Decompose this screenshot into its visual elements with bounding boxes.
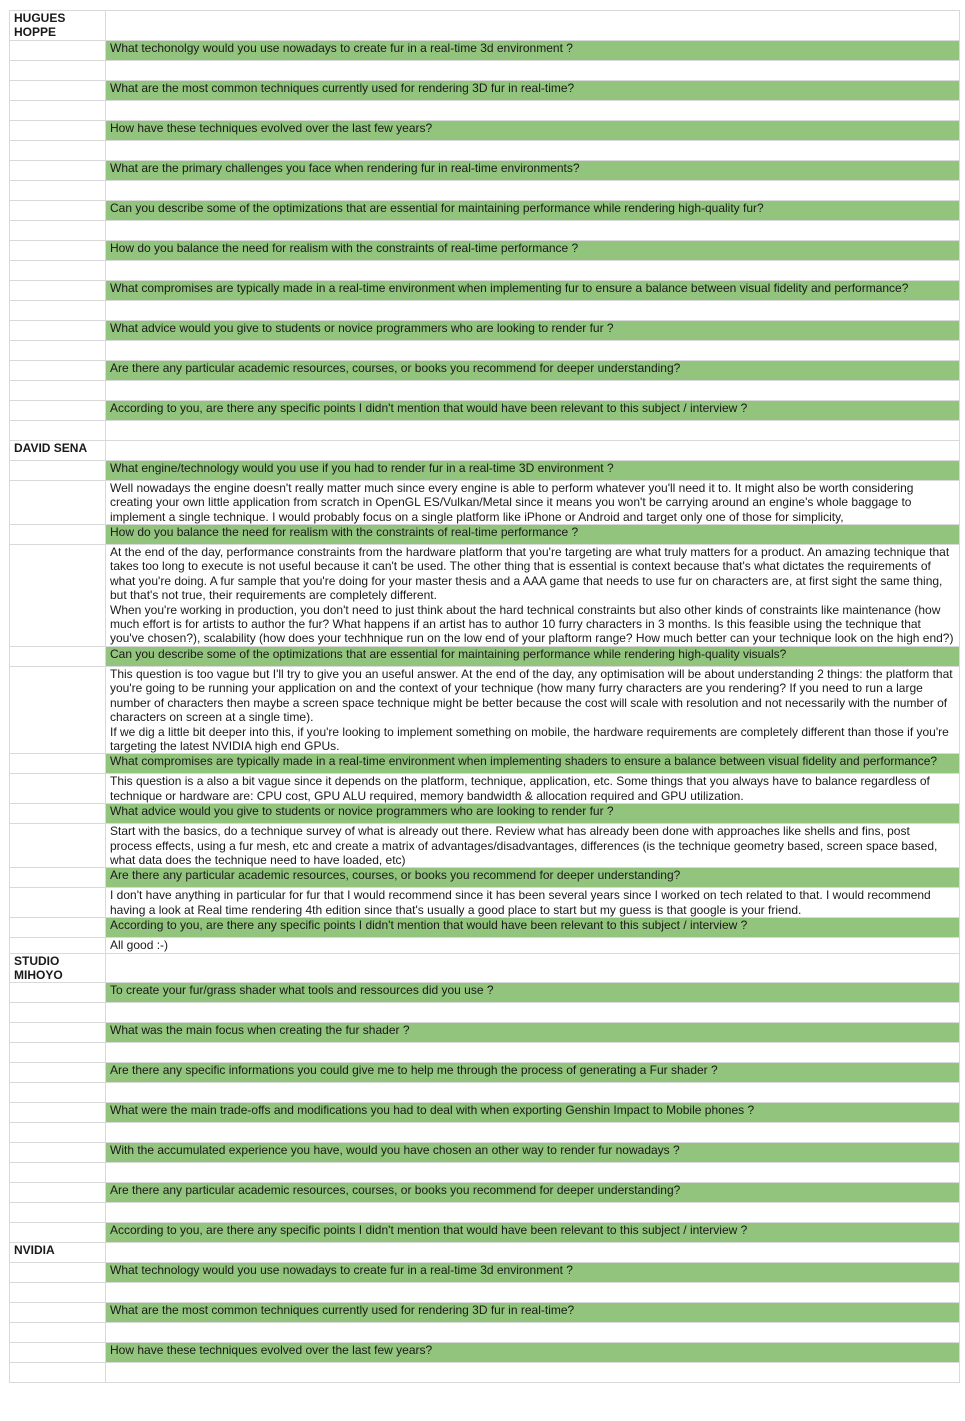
blank-answer-row [10, 1043, 960, 1063]
blank-answer-row [10, 220, 960, 240]
empty-cell[interactable] [10, 220, 106, 240]
answer-row [10, 545, 960, 647]
blank-answer-row [10, 380, 960, 400]
question-cell[interactable]: What techonolgy would you use nowadays to create fur in a real-time 3d environment ? [106, 40, 960, 60]
empty-cell[interactable] [10, 60, 106, 80]
blank-answer-row [10, 1203, 960, 1223]
empty-cell[interactable] [10, 340, 106, 360]
empty-cell[interactable] [106, 440, 960, 460]
question-cell[interactable]: What compromises are typically made in a real-time environment when implementing shaders to ensure a balance between visual fidelity and performance? [106, 754, 960, 774]
empty-cell[interactable] [10, 1023, 106, 1043]
question-row [10, 400, 960, 420]
question-cell[interactable]: According to you, are there any specific points I didn't mention that would have been relevant to this subject / interview ? [106, 1223, 960, 1243]
sheet-body [10, 11, 960, 1383]
blank-answer-cell[interactable] [106, 220, 960, 240]
empty-cell[interactable] [10, 360, 106, 380]
question-row [10, 160, 960, 180]
answer-cell[interactable]: At the end of the day, performance constraints from the hardware platform that you're targeting are what truly matters for a product. An amazing technique that takes too long to execute is not useful because it can't be used. The other thing that is essential is context because that's what dictates the requirements of what you're doing. A fur sample that you're doing for your master thesis and a AAA game that needs to use fur on characters are, at first sight the same thing, but that's not true, their requirements are completely different. When you're working in production, you don't need to just think about the hard technical constraints but also other kinds of constraints like maintenance (how much effort is for artists to author the fur? What happens if an artist has to author 10 furry characters in 3 months. Is this feasible using the technique that you've chosen?), scalability (how does your techhnique run on the low end of your plaftorm range? How much better can your technique look on the high end?) [106, 545, 960, 647]
blank-answer-row [10, 140, 960, 160]
empty-cell[interactable] [10, 804, 106, 824]
blank-answer-cell[interactable] [106, 180, 960, 200]
empty-cell[interactable] [10, 140, 106, 160]
empty-cell[interactable] [10, 200, 106, 220]
blank-answer-cell[interactable] [106, 1043, 960, 1063]
blank-answer-cell[interactable] [106, 1123, 960, 1143]
question-row [10, 918, 960, 938]
blank-answer-row [10, 100, 960, 120]
empty-cell[interactable] [10, 1323, 106, 1343]
question-cell[interactable]: How do you balance the need for realism with the constraints of real-time performance ? [106, 240, 960, 260]
empty-cell[interactable] [10, 1223, 106, 1243]
section-header-row [10, 11, 960, 41]
question-row [10, 754, 960, 774]
question-cell[interactable]: Can you describe some of the optimizations that are essential for maintaining performance while rendering high-quality visuals? [106, 646, 960, 666]
question-row [10, 1063, 960, 1083]
question-cell[interactable]: How have these techniques evolved over the last few years? [106, 120, 960, 140]
empty-cell[interactable] [10, 1103, 106, 1123]
question-row [10, 804, 960, 824]
empty-cell[interactable] [10, 1083, 106, 1103]
empty-cell[interactable] [106, 953, 960, 983]
interviewee-name[interactable]: HUGUES HOPPE [10, 11, 106, 41]
empty-cell[interactable] [10, 646, 106, 666]
empty-cell[interactable] [10, 1063, 106, 1083]
blank-answer-row [10, 420, 960, 440]
empty-cell[interactable] [10, 754, 106, 774]
question-row [10, 320, 960, 340]
answer-cell[interactable]: I don't have anything in particular for fur that I would recommend since it has been several years since I worked on tech related to that. I would recommend having a look at Real time rendering 4th edition since that's usually a good place to start but my guess is that google is your friend. [106, 888, 960, 918]
blank-answer-row [10, 1323, 960, 1343]
empty-cell[interactable] [10, 525, 106, 545]
question-row [10, 40, 960, 60]
blank-answer-row [10, 1283, 960, 1303]
question-row [10, 868, 960, 888]
empty-cell[interactable] [10, 120, 106, 140]
question-cell[interactable]: What advice would you give to students or novice programmers who are looking to render fur ? [106, 320, 960, 340]
empty-cell[interactable] [10, 1303, 106, 1323]
question-row [10, 525, 960, 545]
blank-answer-cell[interactable] [106, 1003, 960, 1023]
blank-answer-cell[interactable] [106, 340, 960, 360]
blank-answer-row [10, 1123, 960, 1143]
question-row [10, 280, 960, 300]
blank-answer-cell[interactable] [106, 380, 960, 400]
answer-cell[interactable]: Well nowadays the engine doesn't really matter much since every engine is able to perform whatever you'll need it to. It might also be worth considering creating your own little application from scratch in OpenGL ES/Vulkan/Metal since it means you won't be carrying around an engine's whole baggage to implement a single technique. I would probably focus on a single platform like iPhone or Android and target only one of those for simplicity, [106, 480, 960, 524]
interview-sheet [9, 10, 960, 1383]
blank-answer-row [10, 1003, 960, 1023]
question-cell[interactable]: What engine/technology would you use if you had to render fur in a real-time 3D environment ? [106, 460, 960, 480]
interviewee-name[interactable]: DAVID SENA [10, 440, 106, 460]
empty-cell[interactable] [10, 824, 106, 868]
question-cell[interactable]: What was the main focus when creating the fur shader ? [106, 1023, 960, 1043]
empty-cell[interactable] [10, 774, 106, 804]
question-row [10, 200, 960, 220]
question-cell[interactable]: How have these techniques evolved over the last few years? [106, 1343, 960, 1363]
empty-cell[interactable] [10, 80, 106, 100]
question-row [10, 1223, 960, 1243]
empty-cell[interactable] [106, 1243, 960, 1263]
question-cell[interactable]: Are there any particular academic resources, courses, or books you recommend for deeper understanding? [106, 868, 960, 888]
section-header-row [10, 1243, 960, 1263]
blank-answer-row [10, 1363, 960, 1383]
empty-cell[interactable] [10, 888, 106, 918]
empty-cell[interactable] [106, 11, 960, 41]
empty-cell[interactable] [10, 1043, 106, 1063]
question-cell[interactable]: According to you, are there any specific points I didn't mention that would have been relevant to this subject / interview ? [106, 400, 960, 420]
answer-row [10, 824, 960, 868]
question-cell[interactable]: Are there any particular academic resources, courses, or books you recommend for deeper understanding? [106, 360, 960, 380]
empty-cell[interactable] [10, 380, 106, 400]
question-cell[interactable]: To create your fur/grass shader what tools and ressources did you use ? [106, 983, 960, 1003]
blank-answer-row [10, 60, 960, 80]
blank-answer-row [10, 260, 960, 280]
answer-row [10, 938, 960, 953]
question-cell[interactable]: With the accumulated experience you have, would you have chosen an other way to render fur nowadays ? [106, 1143, 960, 1163]
question-cell[interactable]: What are the most common techniques currently used for rendering 3D fur in real-time? [106, 1303, 960, 1323]
section-header-row [10, 953, 960, 983]
answer-row [10, 888, 960, 918]
interviewee-name[interactable]: NVIDIA [10, 1243, 106, 1263]
empty-cell[interactable] [10, 1203, 106, 1223]
answer-row [10, 480, 960, 524]
blank-answer-cell[interactable] [106, 1323, 960, 1343]
question-row [10, 1183, 960, 1203]
question-cell[interactable]: Are there any specific informations you could give me to help me through the process of generating a Fur shader ? [106, 1063, 960, 1083]
empty-cell[interactable] [10, 280, 106, 300]
empty-cell[interactable] [10, 938, 106, 953]
question-row [10, 646, 960, 666]
question-row [10, 460, 960, 480]
blank-answer-cell[interactable] [106, 1203, 960, 1223]
question-row [10, 1303, 960, 1323]
blank-answer-cell[interactable] [106, 1083, 960, 1103]
question-cell[interactable]: What advice would you give to students or novice programmers who are looking to render fur ? [106, 804, 960, 824]
question-cell[interactable]: Can you describe some of the optimizations that are essential for maintaining performance while rendering high-quality fur? [106, 200, 960, 220]
empty-cell[interactable] [10, 1283, 106, 1303]
answer-cell[interactable]: This question is too vague but I'll try to give you an useful answer. At the end of the day, any optimisation will be about understanding 2 things: the platform that you're going to be running your application on and the context of your technique (how many furry characters are you rendering? If you need to run a large number of characters then maybe a screen space technique might be better because the cost will scale with resolution and not necessarily with the number of characters on screen at a single time). If we dig a little bit deeper into this, if you're looking to implement something on mobile, the hardware requirements are completely different than those if you're targeting the latest NVIDIA high end GPUs. [106, 666, 960, 753]
empty-cell[interactable] [10, 420, 106, 440]
empty-cell[interactable] [10, 400, 106, 420]
empty-cell[interactable] [10, 480, 106, 524]
question-row [10, 80, 960, 100]
answer-cell[interactable]: All good :-) [106, 938, 960, 953]
blank-answer-cell[interactable] [106, 1363, 960, 1383]
empty-cell[interactable] [10, 160, 106, 180]
empty-cell[interactable] [10, 1183, 106, 1203]
question-cell[interactable]: What were the main trade-offs and modifications you had to deal with when exporting Genshin Impact to Mobile phones ? [106, 1103, 960, 1123]
blank-answer-cell[interactable] [106, 300, 960, 320]
blank-answer-row [10, 340, 960, 360]
empty-cell[interactable] [10, 1003, 106, 1023]
empty-cell[interactable] [10, 1363, 106, 1383]
answer-cell[interactable]: This question is a also a bit vague since it depends on the platform, technique, application, etc. Some things that you always have to balance regardless of technique or hardware are: CPU cost, GPU ALU required, memory bandwidth & allocation required and GPU utilization. [106, 774, 960, 804]
answer-row [10, 774, 960, 804]
empty-cell[interactable] [10, 545, 106, 647]
empty-cell[interactable] [10, 666, 106, 753]
question-row [10, 1343, 960, 1363]
empty-cell[interactable] [10, 983, 106, 1003]
blank-answer-cell[interactable] [106, 140, 960, 160]
empty-cell[interactable] [10, 1263, 106, 1283]
blank-answer-cell[interactable] [106, 1163, 960, 1183]
blank-answer-cell[interactable] [106, 260, 960, 280]
question-cell[interactable]: What compromises are typically made in a real-time environment when implementing fur to ensure a balance between visual fidelity and performance? [106, 280, 960, 300]
empty-cell[interactable] [10, 1343, 106, 1363]
question-row [10, 983, 960, 1003]
empty-cell[interactable] [10, 320, 106, 340]
blank-answer-cell[interactable] [106, 100, 960, 120]
empty-cell[interactable] [10, 460, 106, 480]
empty-cell[interactable] [10, 100, 106, 120]
answer-cell[interactable]: Start with the basics, do a technique survey of what is already out there. Review what has already been done with approaches like shells and fins, post process effects, using a fur mesh, etc and create a matrix of advantages/disadvantages, differences (is the technique geometry based, screen space based, what data does the technique need to have loaded, etc) [106, 824, 960, 868]
question-row [10, 1023, 960, 1043]
empty-cell[interactable] [10, 300, 106, 320]
question-cell[interactable]: What are the primary challenges you face when rendering fur in real-time environments? [106, 160, 960, 180]
empty-cell[interactable] [10, 40, 106, 60]
empty-cell[interactable] [10, 1123, 106, 1143]
question-cell[interactable]: According to you, are there any specific points I didn't mention that would have been relevant to this subject / interview ? [106, 918, 960, 938]
question-row [10, 1263, 960, 1283]
blank-answer-cell[interactable] [106, 60, 960, 80]
empty-cell[interactable] [10, 868, 106, 888]
answer-row [10, 666, 960, 753]
question-row [10, 1103, 960, 1123]
question-cell[interactable]: How do you balance the need for realism with the constraints of real-time performance ? [106, 525, 960, 545]
question-row [10, 1143, 960, 1163]
interviewee-name[interactable]: STUDIO MIHOYO [10, 953, 106, 983]
question-cell[interactable]: What technology would you use nowadays to create fur in a real-time 3d environment ? [106, 1263, 960, 1283]
blank-answer-cell[interactable] [106, 420, 960, 440]
section-header-row [10, 440, 960, 460]
question-cell[interactable]: Are there any particular academic resources, courses, or books you recommend for deeper understanding? [106, 1183, 960, 1203]
blank-answer-row [10, 1083, 960, 1103]
empty-cell[interactable] [10, 240, 106, 260]
blank-answer-row [10, 1163, 960, 1183]
blank-answer-row [10, 180, 960, 200]
blank-answer-row [10, 300, 960, 320]
question-row [10, 360, 960, 380]
empty-cell[interactable] [10, 918, 106, 938]
blank-answer-cell[interactable] [106, 1283, 960, 1303]
question-cell[interactable]: What are the most common techniques currently used for rendering 3D fur in real-time? [106, 80, 960, 100]
empty-cell[interactable] [10, 180, 106, 200]
question-row [10, 120, 960, 140]
question-row [10, 240, 960, 260]
empty-cell[interactable] [10, 260, 106, 280]
empty-cell[interactable] [10, 1143, 106, 1163]
empty-cell[interactable] [10, 1163, 106, 1183]
